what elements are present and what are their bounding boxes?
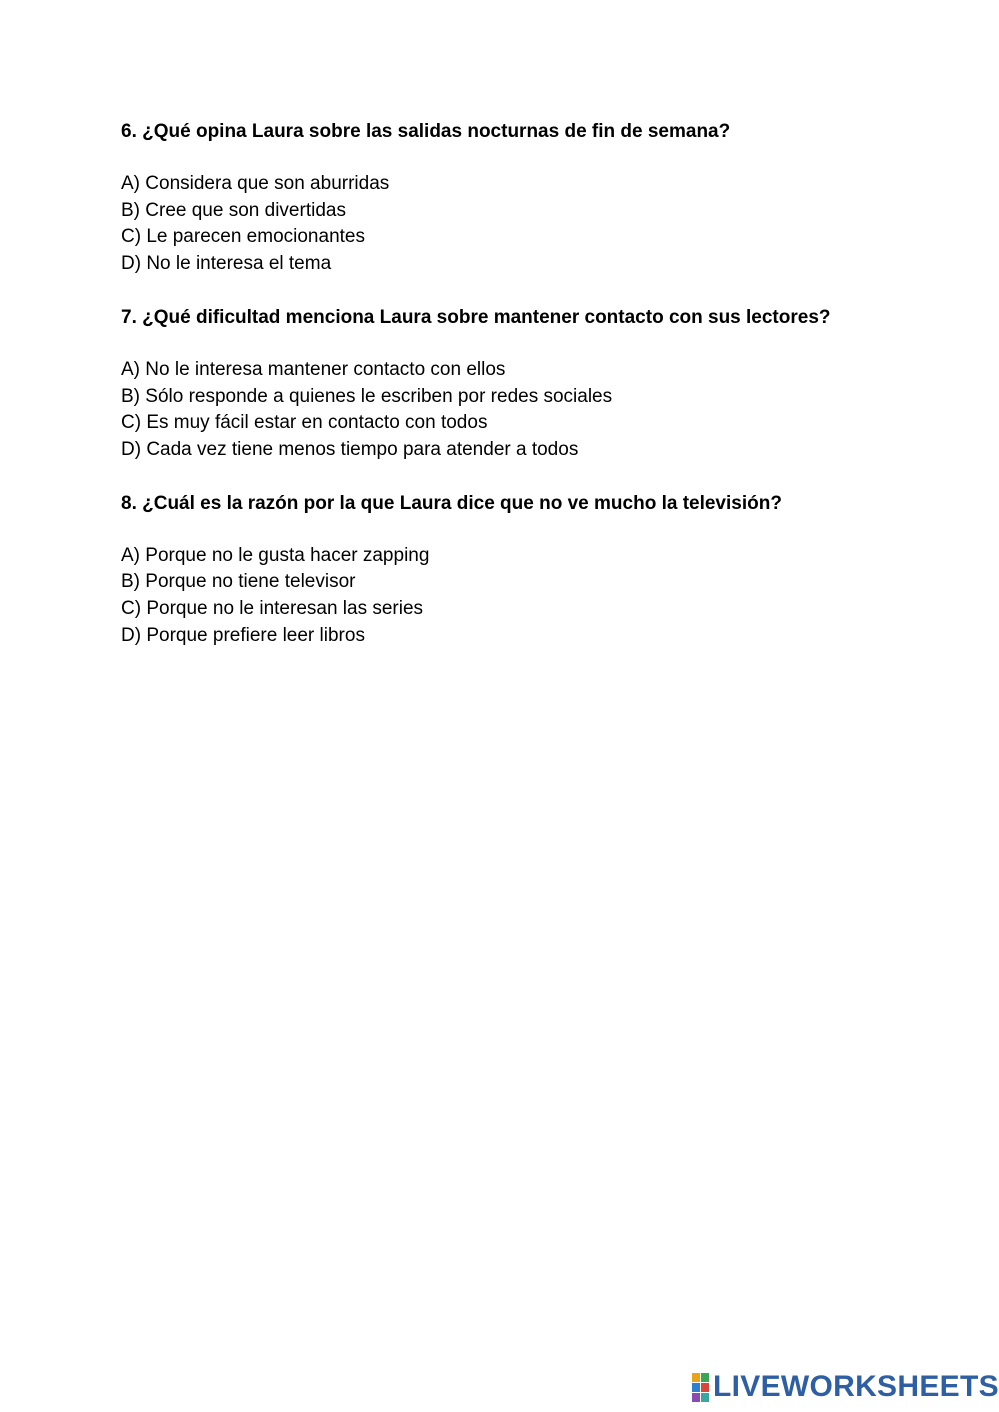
option-a: A) No le interesa mantener contacto con ellos (121, 358, 506, 380)
logo-block (701, 1373, 709, 1382)
question-title: 8. ¿Cuál es la razón por la que Laura dice que no ve mucho la televisión? (121, 492, 782, 514)
worksheet-content (121, 118, 921, 675)
logo-block (692, 1383, 700, 1392)
question-8 (121, 490, 921, 650)
option-b: B) Cree que son divertidas (121, 199, 346, 221)
options-list (121, 357, 921, 464)
options-list (121, 171, 921, 278)
logo-block (692, 1373, 700, 1382)
option-c: C) Le parecen emocionantes (121, 226, 365, 248)
option-c: C) Es muy fácil estar en contacto con todos (121, 412, 488, 434)
logo-blocks-icon (692, 1373, 709, 1402)
question-6 (121, 118, 921, 278)
option-a: A) Porque no le gusta hacer zapping (121, 544, 430, 566)
logo-block (692, 1393, 700, 1402)
options-list (121, 543, 921, 650)
question-title: 6. ¿Qué opina Laura sobre las salidas nocturnas de fin de semana? (121, 121, 731, 142)
question-7 (121, 304, 921, 464)
question-title: 7. ¿Qué dificultad menciona Laura sobre mantener contacto con sus lectores? (121, 306, 831, 328)
option-a: A) Considera que son aburridas (121, 173, 390, 194)
option-d: D) Cada vez tiene menos tiempo para atender a todos (121, 438, 579, 460)
logo-block (701, 1393, 709, 1402)
option-d: D) No le interesa el tema (121, 253, 332, 275)
option-d: D) Porque prefiere leer libros (121, 624, 365, 646)
option-c: C) Porque no le interesan las series (121, 598, 424, 620)
logo-block (701, 1383, 709, 1392)
option-b: B) Sólo responde a quienes le escriben por redes sociales (121, 385, 613, 407)
liveworksheets-logo (692, 1370, 999, 1403)
option-b: B) Porque no tiene televisor (121, 571, 356, 593)
logo-text: LIVEWORKSHEETS (713, 1370, 999, 1403)
